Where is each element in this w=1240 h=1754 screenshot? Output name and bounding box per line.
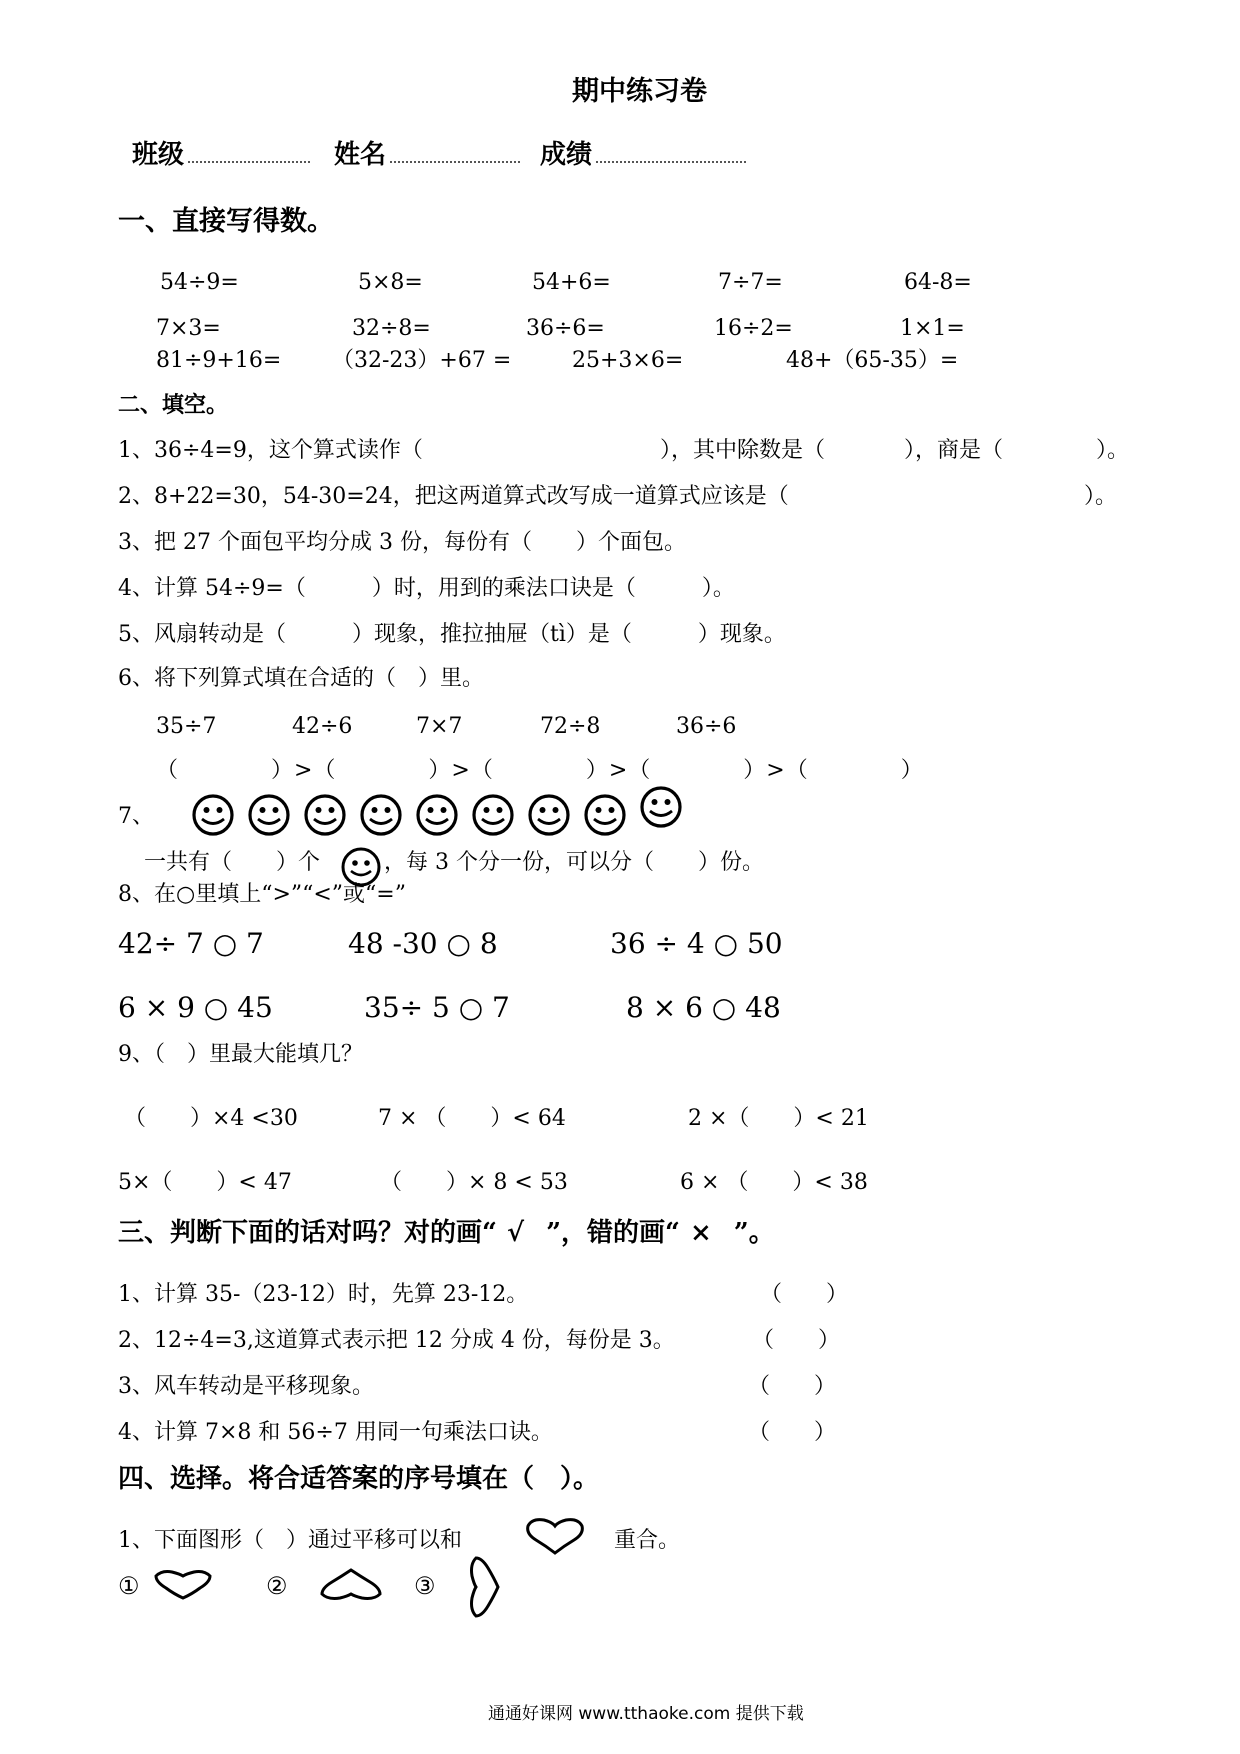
- option-1-label: ①: [118, 1572, 140, 1600]
- smiley-icon: [246, 792, 292, 838]
- judge-paren: （ ）: [748, 1420, 837, 1445]
- cross-mark: ×: [689, 1218, 712, 1248]
- compare-item: 35÷ 5 ○ 7: [364, 991, 510, 1024]
- section-2-heading: 二、填空。: [118, 392, 229, 418]
- heart-option-1-icon: [152, 1568, 214, 1600]
- max-fill-item: 5×（ ）< 47: [118, 1170, 292, 1195]
- smiley-icon: [358, 792, 404, 838]
- calc-item: 25+3×6=: [572, 348, 684, 373]
- smiley-icon: [638, 784, 684, 830]
- smiley-icon: [526, 792, 572, 838]
- q6-expr: 42÷6: [292, 714, 353, 739]
- max-fill-item: （ ）× 8 < 53: [380, 1170, 568, 1195]
- name-label: 姓名: [334, 142, 526, 168]
- calc-item: （32-23）+67 =: [332, 348, 512, 373]
- judge-item: 1、计算 35-（23-12）时，先算 23-12。: [118, 1282, 529, 1307]
- q7-text-b: ，每 3 个分一份，可以分（ ）份。: [384, 850, 764, 875]
- q7-number: 7、: [118, 804, 154, 829]
- calc-item: 7×3=: [156, 316, 221, 341]
- class-label: 班级: [132, 142, 316, 168]
- q6-expr: 72÷8: [540, 714, 601, 739]
- heart-option-3-icon: [468, 1554, 502, 1620]
- judge-paren: （ ）: [748, 1374, 837, 1399]
- q6-expr: 36÷6: [676, 714, 737, 739]
- judge-paren: （ ）: [752, 1328, 841, 1353]
- smiley-icon: [414, 792, 460, 838]
- judge-paren: （ ）: [760, 1282, 849, 1307]
- smiley-icon: [302, 792, 348, 838]
- choice-q1-b: 重合。: [614, 1528, 681, 1553]
- section-4-heading: 四、选择。将合适答案的序号填在（ ）。: [118, 1464, 600, 1494]
- compare-item: 8 × 6 ○ 48: [626, 991, 781, 1024]
- max-fill-item: （ ）×4 <30: [124, 1106, 298, 1131]
- fill-q1-d: ）。: [1096, 438, 1130, 463]
- q6-expr: 35÷7: [156, 714, 217, 739]
- fill-q2-b: ）。: [1084, 484, 1118, 509]
- fill-q8: 8、在○里填上“>”“<”或“=”: [118, 882, 406, 907]
- calc-item: 7÷7=: [718, 270, 783, 295]
- max-fill-item: 6 × （ ）< 38: [680, 1170, 868, 1195]
- page-title: 期中练习卷: [572, 76, 707, 107]
- compare-item: 48 -30 ○ 8: [348, 927, 498, 960]
- smiley-icon: [190, 792, 236, 838]
- heart-option-2-icon: [318, 1566, 384, 1602]
- fill-q5: 5、风扇转动是（ ）现象，推拉抽屉（tì）是（ ）现象。: [118, 622, 786, 647]
- calc-item: 54+6=: [532, 270, 611, 295]
- calc-item: 64-8=: [904, 270, 972, 295]
- calc-item: 54÷9=: [160, 270, 239, 295]
- option-3-label: ③: [414, 1572, 436, 1600]
- smiley-icon: [470, 792, 516, 838]
- calc-item: 1×1=: [900, 316, 965, 341]
- q6-expr: 7×7: [416, 714, 463, 739]
- heart-outline-icon: [524, 1516, 586, 1556]
- fill-q4: 4、计算 54÷9=（ ）时，用到的乘法口诀是（ ）。: [118, 576, 735, 601]
- section-3-heading: 三、判断下面的话对吗？对的画“ √ ”，错的画“ × ”。: [118, 1218, 775, 1248]
- calc-item: 36÷6=: [526, 316, 605, 341]
- calc-item: 32÷8=: [352, 316, 431, 341]
- max-fill-item: 2 ×（ ）< 21: [688, 1106, 869, 1131]
- fill-q9: 9、（ ）里最大能填几？: [118, 1042, 363, 1067]
- judge-item: 4、计算 7×8 和 56÷7 用同一句乘法口诀。: [118, 1420, 553, 1445]
- max-fill-item: 7 × （ ）< 64: [378, 1106, 566, 1131]
- fill-q1-c: ），商是（: [904, 438, 1004, 463]
- fill-q1-b: ），其中除数是（: [660, 438, 826, 463]
- calc-item: 16÷2=: [714, 316, 793, 341]
- compare-item: 36 ÷ 4 ○ 50: [610, 927, 783, 960]
- fill-q2-a: 2、8+22=30，54-30=24，把这两道算式改写成一道算式应该是（: [118, 484, 789, 509]
- q7-text-a: 一共有（ ）个: [144, 850, 321, 875]
- judge-item: 3、风车转动是平移现象。: [118, 1374, 374, 1399]
- calc-item: 48+（65-35）=: [786, 348, 959, 373]
- calc-item: 81÷9+16=: [156, 348, 282, 373]
- fill-q1-a: 1、36÷4=9，这个算式读作（: [118, 438, 423, 463]
- score-label: 成绩: [540, 142, 752, 168]
- fill-q3: 3、把 27 个面包平均分成 3 份，每份有（ ）个面包。: [118, 530, 686, 555]
- section-1-heading: 一、直接写得数。: [118, 206, 334, 237]
- judge-item: 2、12÷4=3,这道算式表示把 12 分成 4 份，每份是 3。: [118, 1328, 675, 1353]
- option-2-label: ②: [266, 1572, 288, 1600]
- footer-text: 通通好课网 www.tthaoke.com 提供下载: [488, 1704, 804, 1724]
- choice-q1-a: 1、下面图形（ ）通过平移可以和: [118, 1528, 462, 1553]
- fill-q6: 6、将下列算式填在合适的（ ）里。: [118, 666, 484, 691]
- compare-item: 42÷ 7 ○ 7: [118, 927, 264, 960]
- smiley-icon: [582, 792, 628, 838]
- compare-item: 6 × 9 ○ 45: [118, 991, 273, 1024]
- q6-blanks: （ ）>（ ）>（ ）>（ ）>（ ）: [156, 758, 924, 783]
- calc-item: 5×8=: [358, 270, 423, 295]
- check-mark: √: [506, 1218, 525, 1248]
